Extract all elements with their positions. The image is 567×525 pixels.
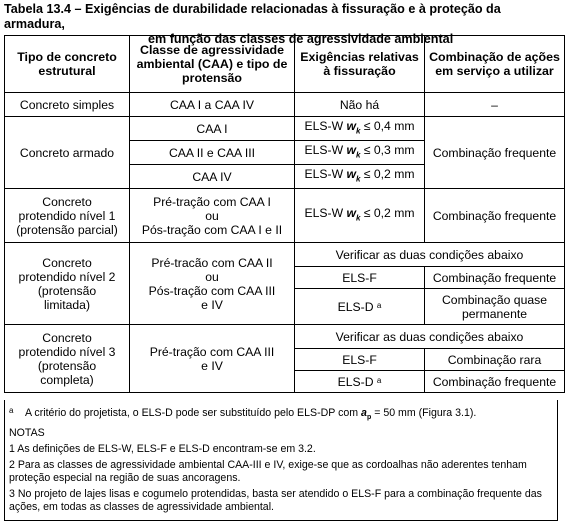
row-protendido-nivel-1 [5, 189, 565, 243]
title-line-2: em função das classes de agressividade ambiental [148, 32, 454, 46]
cell-classe: CAA I [130, 117, 295, 141]
footnote-a: a A critério do projetista, o ELS-D pode ser substituído pelo ELS-DP com $a_p = 50$ mm (Figura 3.1). [9, 406, 477, 422]
cell-exigencia: ELS-D $^a$ [295, 371, 425, 393]
cell-classe: Pré-tração com CAA III e IV [130, 325, 295, 393]
note-3: 3 No projeto de lajes lisas e cogumelo protendidas, basta ser atendido o ELS-F para a combinação frequente das ações, em todas as classes de agressividade ambiental. [9, 488, 542, 514]
cell-exigencia: Não há [295, 93, 425, 117]
cell-verificar: Verificar as duas condições abaixo [295, 325, 565, 349]
footnote-marker: a [376, 376, 382, 385]
cell-verificar: Verificar as duas condições abaixo [295, 243, 565, 267]
cell-tipo: Concreto protendido nível 2 (protensão limitada) [5, 243, 130, 325]
durability-table [4, 35, 565, 393]
cell-tipo: Concreto protendido nível 1 (protensão parcial) [5, 189, 130, 243]
header-row [5, 36, 565, 93]
notes-section [4, 400, 558, 521]
header-tipo: Tipo de concreto estrutural [5, 36, 130, 93]
cell-classe: CAA I a CAA IV [130, 93, 295, 117]
cell-classe: CAA IV [130, 165, 295, 189]
notes-heading: NOTAS [9, 427, 45, 440]
cell-exigencia: ELS-F [295, 349, 425, 371]
ap-symbol: $a_p$ [361, 407, 372, 422]
row-protendido-nivel-3-a [5, 325, 565, 349]
cell-combinacao: Combinação rara [425, 349, 565, 371]
row-concreto-armado-1 [5, 117, 565, 141]
cell-exigencia: ELS-W $w_k \le 0,2$ mm [295, 189, 425, 243]
wk-symbol: $w_k$ [346, 166, 361, 184]
cell-classe: Pré-tração com CAA I ou Pós-tração com CAA I e II [130, 189, 295, 243]
cell-tipo: Concreto protendido nível 3 (protensão completa) [5, 325, 130, 393]
cell-combinacao: Combinação frequente [425, 371, 565, 393]
title-line-1: Tabela 13.4 – Exigências de durabilidade relacionadas à fissuração e à proteção da armadura, [4, 2, 501, 31]
cell-combinacao: Combinação quase permanente [425, 289, 565, 325]
cell-exigencia: ELS-D $^a$ [295, 289, 425, 325]
header-combinacao: Combinação de ações em serviço a utilizar [425, 36, 565, 93]
cell-tipo: Concreto simples [5, 93, 130, 117]
cell-exigencia: ELS-W $w_k \le 0,3$ mm [295, 141, 425, 165]
cell-exigencia: ELS-W $w_k \le 0,2$ mm [295, 165, 425, 189]
wk-symbol: $w_k$ [346, 118, 361, 136]
row-concreto-simples [5, 93, 565, 117]
wk-symbol: $w_k$ [346, 142, 361, 160]
cell-exigencia: ELS-W $w_k \le 0,4$ mm [295, 117, 425, 141]
cell-combinacao: Combinação frequente [425, 267, 565, 289]
note-1: 1 As definições de ELS-W, ELS-F e ELS-D encontram-se em 3.2. [9, 443, 316, 456]
cell-combinacao: Combinação frequente [425, 189, 565, 243]
cell-combinacao: Combinação frequente [425, 117, 565, 189]
cell-exigencia: ELS-F [295, 267, 425, 289]
cell-classe: CAA II e CAA III [130, 141, 295, 165]
cell-tipo: Concreto armado [5, 117, 130, 189]
wk-symbol: $w_k$ [346, 205, 361, 223]
note-2: 2 Para as classes de agressividade ambiental CAA-III e IV, exige-se que as cordoalhas não aderentes tenham proteção especial na região de suas ancoragens. [9, 459, 527, 485]
header-exigencias: Exigências relativas à fissuração [295, 36, 425, 93]
row-protendido-nivel-2-a [5, 243, 565, 267]
cell-combinacao: – [425, 93, 565, 117]
cell-classe: Pré-tracão com CAA II ou Pós-tração com CAA III e IV [130, 243, 295, 325]
header-classe: Classe de agressividade ambiental (CAA) e tipo de protensão [130, 36, 295, 93]
footnote-marker: a [376, 301, 382, 310]
